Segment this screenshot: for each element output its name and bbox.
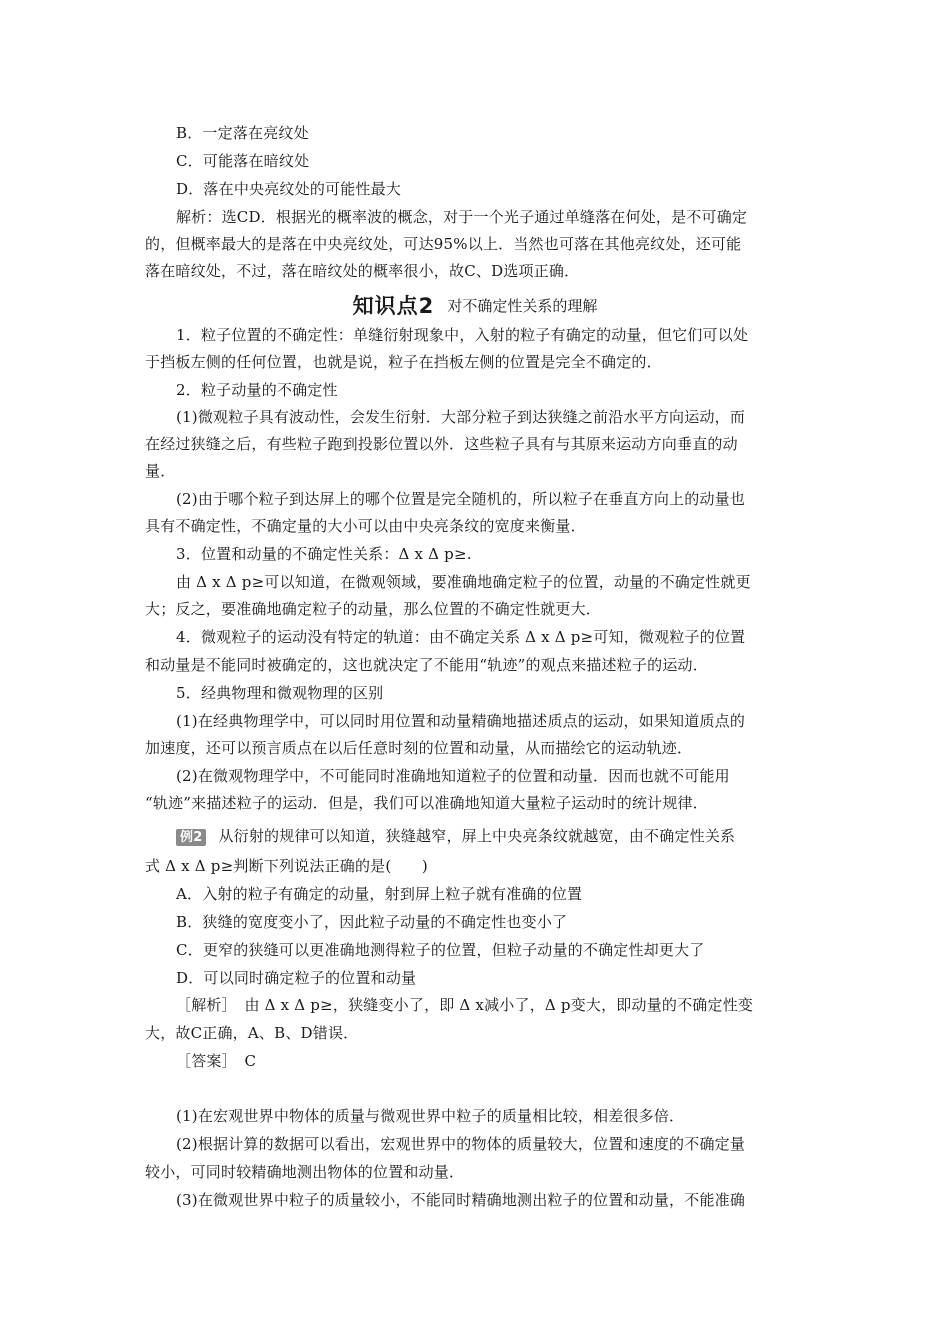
example-answer: ［答案］ C [176, 1052, 257, 1070]
body-line: 3．位置和动量的不确定性关系：Δ x Δ p≥. [176, 545, 472, 563]
body-line: 量． [145, 462, 176, 480]
option-c: C．可能落在暗纹处 [176, 152, 310, 170]
body-line: 于挡板左侧的任何位置，也就是说，粒子在挡板左侧的位置是完全不确定的． [145, 353, 662, 371]
note-line: 较小，可同时较精确地测出物体的位置和动量． [145, 1163, 465, 1181]
analysis-line: 的，但概率最大的是落在中央亮纹处，可达95%以上．当然也可落在其他亮纹处，还可能 [145, 235, 742, 253]
body-line: 在经过狭缝之后，有些粒子跑到投影位置以外．这些粒子具有与其原来运动方向垂直的动 [145, 435, 738, 453]
section-subtitle: 对不确定性关系的理解 [447, 296, 598, 315]
example-stem-text: 从衍射的规律可以知道，狭缝越窄，屏上中央亮条纹就越宽，由不确定性关系 [218, 827, 736, 845]
example-badge: 例2 [176, 829, 206, 846]
analysis-line: 解析：选CD．根据光的概率波的概念，对于一个光子通过单缝落在何处，是不可确定 [176, 208, 748, 226]
example-analysis: 大，故C正确，A、B、D错误． [145, 1024, 359, 1042]
note-line: (2)根据计算的数据可以看出，宏观世界中的物体的质量较大，位置和速度的不确定量 [176, 1135, 746, 1153]
analysis-line: 落在暗纹处，不过，落在暗纹处的概率很小，故C、D选项正确． [145, 262, 580, 280]
body-line: 2．粒子动量的不确定性 [176, 381, 338, 399]
body-line: 1．粒子位置的不确定性：单缝衍射现象中，入射的粒子有确定的动量，但它们可以处 [176, 326, 749, 344]
example-option-d: D．可以同时确定粒子的位置和动量 [176, 969, 417, 987]
option-b: B．一定落在亮纹处 [176, 124, 309, 142]
body-line: “轨迹”来描述粒子的运动．但是，我们可以准确地知道大量粒子运动时的统计规律． [145, 794, 708, 812]
body-line: 4．微观粒子的运动没有特定的轨道：由不确定关系 Δ x Δ p≥可知，微观粒子的位置 [176, 628, 746, 646]
note-line: (1)在宏观世界中物体的质量与微观世界中粒子的质量相比较，相差很多倍． [176, 1107, 685, 1125]
section-title: 知识点2 [352, 294, 435, 318]
option-d: D．落在中央亮纹处的可能性最大 [176, 180, 402, 198]
body-line: 加速度，还可以预言质点在以后任意时刻的位置和动量，从而描绘它的运动轨迹． [145, 739, 693, 757]
example-stem-line: 式 Δ x Δ p≥判断下列说法正确的是( ) [145, 857, 428, 875]
example-option-c: C．更窄的狭缝可以更准确地测得粒子的位置，但粒子动量的不确定性却更大了 [176, 941, 705, 959]
body-line: 具有不确定性，不确定量的大小可以由中央亮条纹的宽度来衡量． [145, 517, 586, 535]
example-stem [176, 826, 735, 846]
example-analysis: ［解析］ 由 Δ x Δ p≥，狭缝变小了，即 Δ x减小了，Δ p变大，即动量的不确定性变 [176, 996, 754, 1014]
body-line: (2)由于哪个粒子到达屏上的哪个位置是完全随机的，所以粒子在垂直方向上的动量也 [176, 490, 746, 508]
body-line: (2)在微观物理学中，不可能同时准确地知道粒子的位置和动量．因而也就不可能用 [176, 767, 730, 785]
section-heading [0, 290, 950, 320]
body-line: 和动量是不能同时被确定的，这也就决定了不能用“轨迹”的观点来描述粒子的运动． [145, 656, 708, 674]
example-option-a: A．入射的粒子有确定的动量，射到屏上粒子就有准确的位置 [176, 885, 583, 903]
body-line: (1)在经典物理学中，可以同时用位置和动量精确地描述质点的运动，如果知道质点的 [176, 712, 746, 730]
example-option-b: B．狭缝的宽度变小了，因此粒子动量的不确定性也变小了 [176, 913, 568, 931]
body-line: (1)微观粒子具有波动性，会发生衍射．大部分粒子到达狭缝之前沿水平方向运动，而 [176, 408, 746, 426]
body-line: 大；反之，要准确地确定粒子的动量，那么位置的不确定性就更大． [145, 600, 602, 618]
body-line: 5．经典物理和微观物理的区别 [176, 684, 384, 702]
body-line: 由 Δ x Δ p≥可以知道，在微观领域，要准确地确定粒子的位置，动量的不确定性就更 [176, 573, 751, 591]
note-line: (3)在微观世界中粒子的质量较小，不能同时精确地测出粒子的位置和动量，不能准确 [176, 1191, 746, 1209]
